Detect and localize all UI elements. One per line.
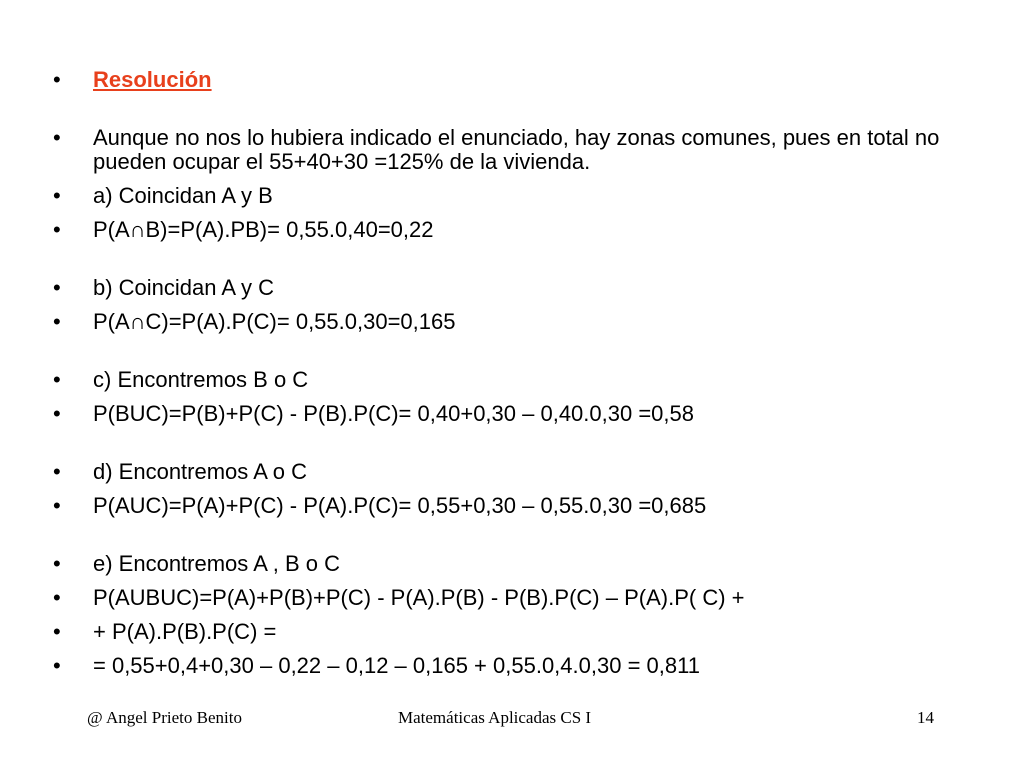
bullet-dot: •	[53, 125, 61, 150]
bullet-item-d-heading	[50, 460, 950, 484]
footer-course: Matemáticas Aplicadas CS I	[398, 708, 592, 727]
bullet-item-title	[50, 68, 950, 92]
bullet-text: b) Coincidan A y C	[93, 275, 274, 300]
footer-author: @ Angel Prieto Benito	[87, 708, 242, 727]
bullet-item-a-formula	[50, 218, 950, 242]
bullet-item-e-formula-1	[50, 586, 950, 610]
bullet-item-d-formula	[50, 494, 950, 518]
bullet-item-e-heading	[50, 552, 950, 576]
footer-page-number: 14	[917, 708, 934, 727]
bullet-dot: •	[53, 459, 61, 484]
bullet-text: + P(A).P(B).P(C) =	[93, 619, 277, 644]
bullet-text: Aunque no nos lo hubiera indicado el enunciado, hay zonas comunes, pues en total no pueden ocupar el 55+40+30 =125% de la vivienda.	[93, 125, 940, 174]
bullet-item-c-formula	[50, 402, 950, 426]
bullet-dot: •	[53, 309, 61, 334]
bullet-item-b-heading	[50, 276, 950, 300]
bullet-dot: •	[53, 653, 61, 678]
bullet-text: = 0,55+0,4+0,30 – 0,22 – 0,12 – 0,165 + 0,55.0,4.0,30 = 0,811	[93, 653, 700, 678]
bullet-item-e-formula-2	[50, 620, 950, 644]
bullet-dot: •	[53, 217, 61, 242]
bullet-text: P(BUC)=P(B)+P(C) - P(B).P(C)= 0,40+0,30 – 0,40.0,30 =0,58	[93, 401, 694, 426]
bullet-dot: •	[53, 183, 61, 208]
bullet-dot: •	[53, 67, 61, 92]
bullet-list	[50, 68, 950, 688]
bullet-dot: •	[53, 585, 61, 610]
bullet-dot: •	[53, 551, 61, 576]
bullet-item-b-formula	[50, 310, 950, 334]
bullet-dot: •	[53, 275, 61, 300]
bullet-dot: •	[53, 619, 61, 644]
bullet-dot: •	[53, 367, 61, 392]
bullet-text: P(A∩C)=P(A).P(C)= 0,55.0,30=0,165	[93, 309, 456, 334]
bullet-text: a) Coincidan A y B	[93, 183, 273, 208]
slide-footer	[0, 708, 1024, 730]
slide-title: Resolución	[93, 67, 212, 92]
bullet-dot: •	[53, 401, 61, 426]
bullet-dot: •	[53, 493, 61, 518]
bullet-item-c-heading	[50, 368, 950, 392]
bullet-text: P(AUC)=P(A)+P(C) - P(A).P(C)= 0,55+0,30 – 0,55.0,30 =0,685	[93, 493, 707, 518]
bullet-text: P(A∩B)=P(A).PB)= 0,55.0,40=0,22	[93, 217, 434, 242]
bullet-item-a-heading	[50, 184, 950, 208]
bullet-text: e) Encontremos A , B o C	[93, 551, 341, 576]
bullet-item-e-result	[50, 654, 950, 678]
bullet-text: P(AUBUC)=P(A)+P(B)+P(C) - P(A).P(B) - P(B).P(C) – P(A).P( C) +	[93, 585, 745, 610]
bullet-item-intro	[50, 126, 950, 174]
bullet-text: c) Encontremos B o C	[93, 367, 309, 392]
bullet-text: d) Encontremos A o C	[93, 459, 307, 484]
